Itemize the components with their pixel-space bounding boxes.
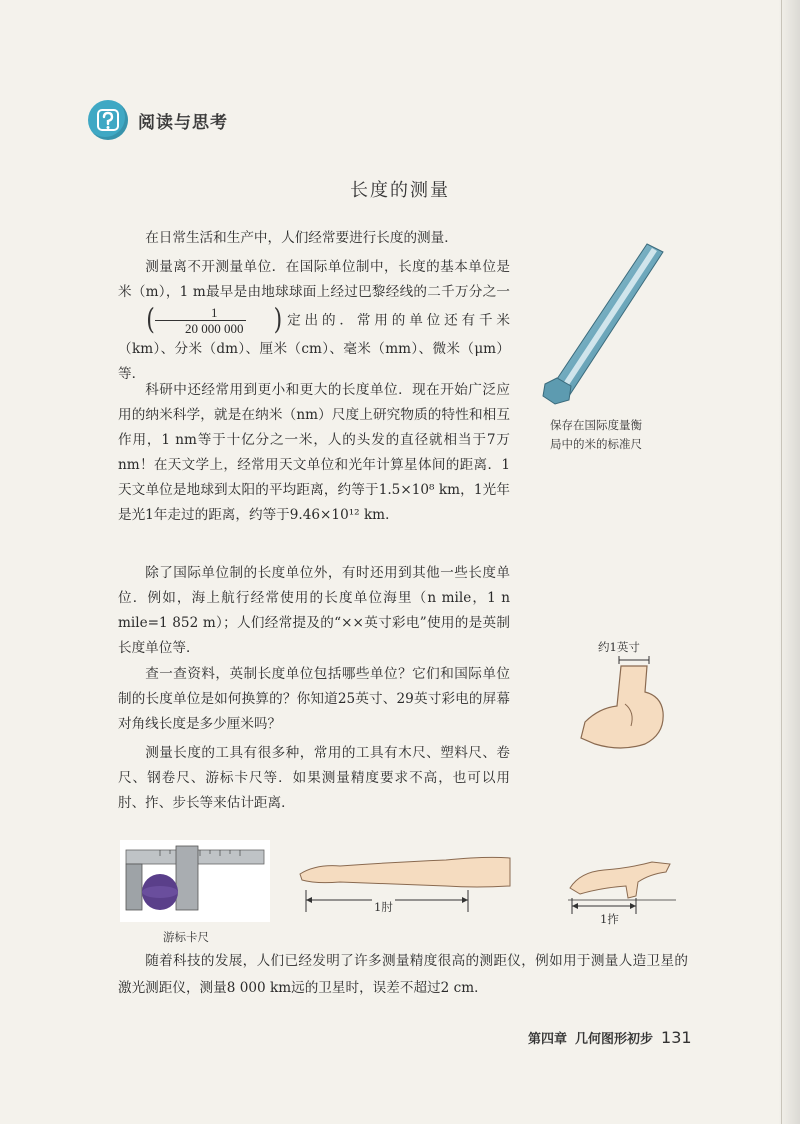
paragraph-2-part-a: 测量离不开测量单位．在国际单位制中，长度的基本单位是米（m），1 m最早是由地球球面上经过巴黎经线的二千万分之一 <box>118 259 510 300</box>
fraction-numerator: 1 <box>210 305 218 320</box>
paragraph-2-part-b: 定出的．常用的单位还有千米（km）、分米（dm）、厘米（cm）、毫米（mm）、微米（μm）等． <box>118 312 510 382</box>
standard-meter-caption-line-1: 保存在国际度量衡 <box>550 418 642 432</box>
footer-chapter: 第四章 <box>528 1032 568 1047</box>
thumb-inch-image <box>565 652 675 757</box>
paragraph-4: 除了国际单位制的长度单位外，有时还用到其他一些长度单位．例如，海上航行经常使用的长度单位海里（n mile，1 n mile=1 852 m）；人们经常提及的“××英寸彩电”使用的是英制长度单位等． <box>118 565 510 656</box>
paragraph-7: 随着科技的发展，人们已经发明了许多测量精度很高的测距仪，例如用于测量人造卫星的激光测距仪，测量8 000 km远的卫星时，误差不超过2 cm． <box>118 953 688 996</box>
section-header-label: 阅读与思考 <box>138 112 228 133</box>
vernier-caliper-caption: 游标卡尺 <box>163 930 209 944</box>
standard-meter-caption <box>550 416 642 454</box>
paragraph-3: 科研中还经常用到更小和更大的长度单位．现在开始广泛应用的纳米科学，就是在纳米（nm）尺度上研究物质的特性和相互作用，1 nm等于十亿分之一米，人的头发的直径就相当于7万nm！在天文学上，经常用天文单位和光年计算星体间的距离．1天文单位是地球到太阳的平均距离，约等于1.5×10⁸ km，1光年是光1年走过的距离，约等于9.46×10¹² km． <box>118 382 510 523</box>
standard-meter-bar-image <box>535 238 675 408</box>
fraction: ( $\frac{1}{20 000 000}$ ) <box>146 304 283 337</box>
fraction-denominator: 20 000 000 <box>155 320 247 337</box>
forearm-elbow-image <box>296 852 516 924</box>
page-number: 131 <box>661 1028 692 1047</box>
section-header <box>88 100 228 140</box>
vernier-caliper-image <box>120 840 270 922</box>
question-mark-icon <box>88 100 128 140</box>
paragraph-2 <box>118 255 510 387</box>
paragraph-5: 查一查资料，英制长度单位包括哪些单位？它们和国际单位制的长度单位是如何换算的？你知道25英寸、29英寸彩电的屏幕对角线长度是多少厘米吗？ <box>118 666 510 732</box>
paragraph-1: 在日常生活和生产中，人们经常要进行长度的测量． <box>145 230 458 246</box>
standard-meter-caption-line-2: 局中的米的标准尺 <box>550 437 642 451</box>
footer-section: 几何图形初步 <box>575 1032 654 1047</box>
paragraph-6: 测量长度的工具有很多种，常用的工具有木尺、塑料尺、卷尺、钢卷尺、游标卡尺等．如果测量精度要求不高，也可以用肘、拃、步长等来估计距离． <box>118 745 510 811</box>
article-title: 长度的测量 <box>350 180 450 201</box>
elbow-label: 1肘 <box>372 898 395 917</box>
inch-caption: 约1英寸 <box>598 640 640 654</box>
span-label: 1拃 <box>598 910 621 929</box>
page-edge-line <box>781 0 782 1124</box>
page-footer <box>528 1028 692 1047</box>
